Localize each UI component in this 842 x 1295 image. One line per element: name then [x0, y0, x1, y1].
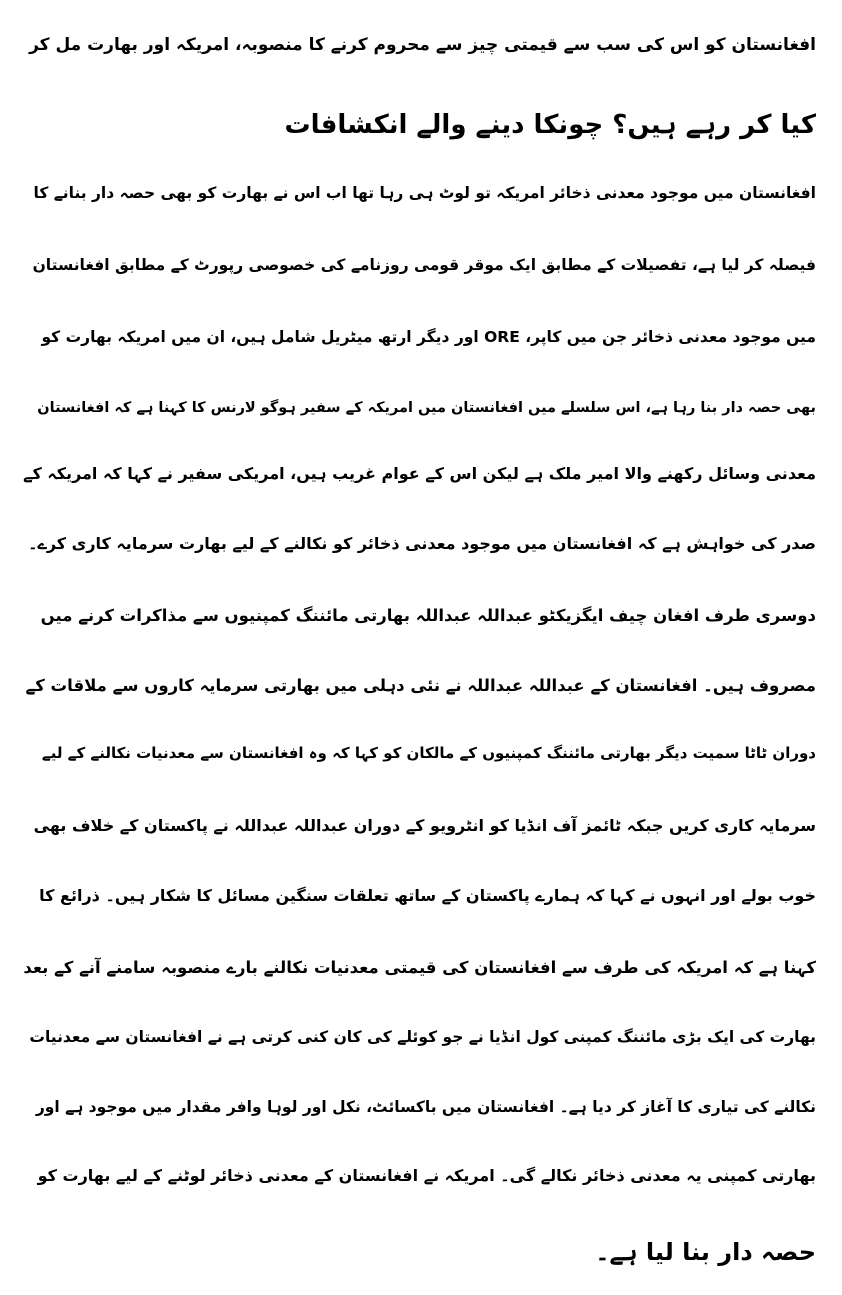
body-line-3: میں موجود معدنی ذخائر جن میں کاپر، ORE اور دیگر ارتھ میٹریل شامل ہیں، ان میں امریکہ بھارت کو — [41, 328, 816, 346]
body-line-7: دوسری طرف افغان چیف ایگزیکٹو عبداللہ عبداللہ بھارتی مائننگ کمپنیوں سے مذاکرات کرنے میں — [40, 606, 816, 625]
body-line-9: دوران ٹاٹا سمیت دیگر بھارتی مائننگ کمپنیوں کے مالکان کو کہا کہ وہ افغانستان سے معدنیات نکالنے کے لیے — [41, 744, 816, 762]
body-line-11: خوب بولے اور انہوں نے کہا کہ ہمارے پاکستان کے ساتھ تعلقات سنگین مسائل کا شکار ہیں۔ ذرائع کا — [39, 886, 816, 905]
body-line-13: بھارت کی ایک بڑی مائننگ کمپنی کول انڈیا نے جو کوئلے کی کان کنی کرتی ہے نے افغانستان سے معدنیات — [29, 1028, 816, 1046]
body-line-14: نکالنے کی تیاری کا آغاز کر دیا ہے۔ افغانستان میں باکسائٹ، نکل اور لوہا وافر مقدار میں موجود ہے اور — [35, 1098, 816, 1116]
body-line-16: حصہ دار بنا لیا ہے۔ — [595, 1238, 816, 1266]
body-line-8: مصروف ہیں۔ افغانستان کے عبداللہ عبداللہ نے نئی دہلی میں بھارتی سرمایہ کاروں سے ملاقات کے — [25, 676, 816, 695]
body-line-6: صدر کی خواہش ہے کہ افغانستان میں موجود معدنی ذخائر کو نکالنے کے لیے بھارت سرمایہ کاری کرے۔ — [28, 534, 816, 553]
body-line-4: بھی حصہ دار بنا رہا ہے، اس سلسلے میں افغانستان میں امریکہ کے سفیر ہوگو لارنس کا کہنا ہے کہ افغانستان — [37, 400, 816, 416]
article-title-line-1: افغانستان کو اس کی سب سے قیمتی چیز سے محروم کرنے کا منصوبہ، امریکہ اور بھارت مل کر — [29, 35, 816, 55]
body-line-15: بھارتی کمپنی یہ معدنی ذخائر نکالے گی۔ امریکہ نے افغانستان کے معدنی ذخائر لوٹنے کے لیے بھارت کو — [37, 1166, 816, 1185]
body-line-5: معدنی وسائل رکھنے والا امیر ملک ہے لیکن اس کے عوام غریب ہیں، امریکی سفیر نے کہا کہ امریکہ کے — [23, 464, 816, 483]
body-line-12: کہنا ہے کہ امریکہ کی طرف سے افغانستان کی قیمتی معدنیات نکالنے بارے منصوبہ سامنے آنے کے بعد — [23, 958, 816, 977]
article-title-line-2: کیا کر رہے ہیں؟ چونکا دینے والے انکشافات — [284, 110, 816, 140]
body-line-10: سرمایہ کاری کریں جبکہ ٹائمز آف انڈیا کو انٹرویو کے دوران عبداللہ عبداللہ نے پاکستان کے خلاف بھی — [33, 816, 816, 835]
body-line-2: فیصلہ کر لیا ہے، تفصیلات کے مطابق ایک موقر قومی روزنامے کی خصوصی رپورٹ کے مطابق افغانستان — [32, 256, 816, 274]
body-line-1: افغانستان میں موجود معدنی ذخائر امریکہ تو لوٹ ہی رہا تھا اب اس نے بھارت کو بھی حصہ دار بنانے کا — [33, 184, 816, 202]
